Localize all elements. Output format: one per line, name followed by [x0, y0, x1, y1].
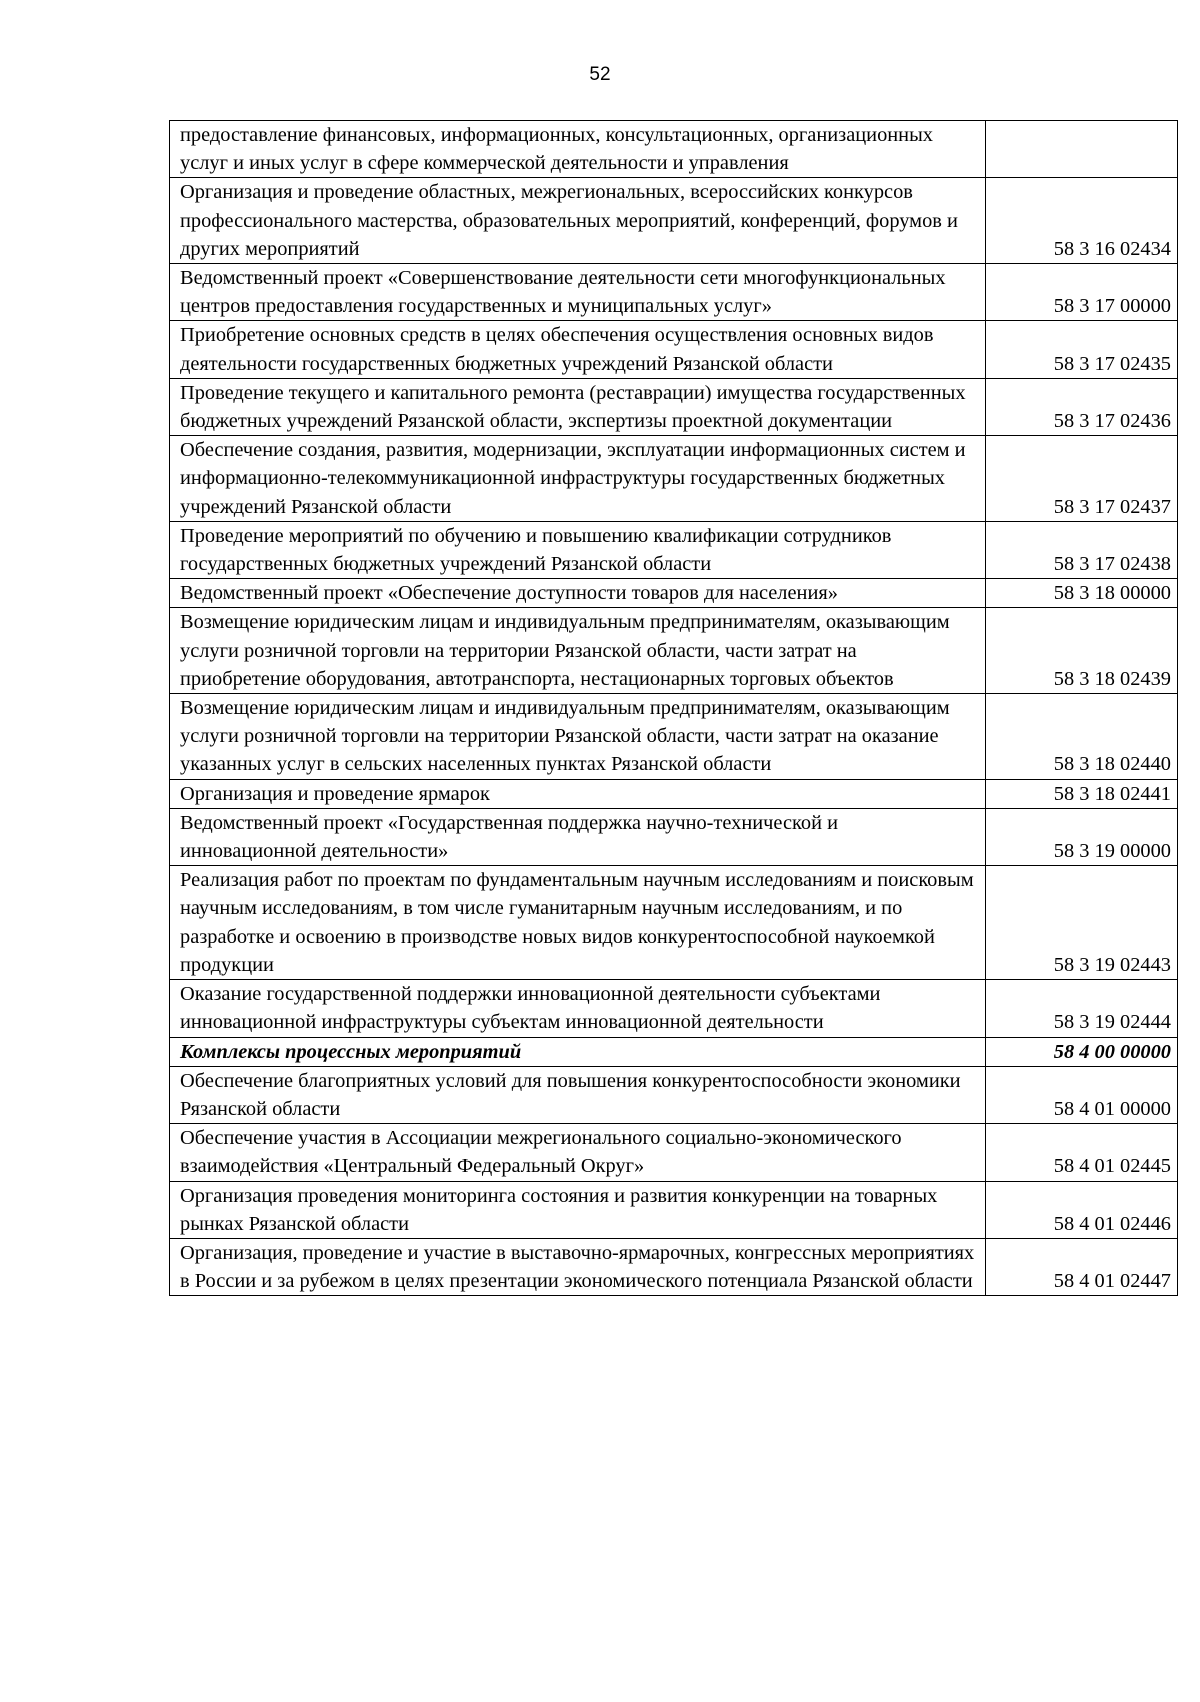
row-description: Обеспечение благоприятных условий для повышения конкурентоспособности экономики Рязанской области [170, 1066, 986, 1123]
table-row [170, 521, 1178, 578]
row-code: 58 4 00 00000 [986, 1037, 1178, 1066]
row-code: 58 3 17 02437 [986, 436, 1178, 522]
row-description: Проведение текущего и капитального ремонта (реставрации) имущества государственных бюджетных учреждений Рязанской области, экспертизы проектной документации [170, 378, 986, 435]
row-code: 58 3 18 02441 [986, 779, 1178, 808]
table-row [170, 264, 1178, 321]
row-description: Комплексы процессных мероприятий [170, 1037, 986, 1066]
table-row [170, 808, 1178, 865]
table-row [170, 378, 1178, 435]
row-code: 58 3 19 00000 [986, 808, 1178, 865]
row-description: Возмещение юридическим лицам и индивидуальным предпринимателям, оказывающим услуги розничной торговли на территории Рязанской области, части затрат на приобретение оборудования, автотранспорта, нестационарных торговых объектов [170, 608, 986, 694]
row-description: Оказание государственной поддержки инновационной деятельности субъектами инновационной инфраструктуры субъектам инновационной деятельности [170, 980, 986, 1037]
table-row [170, 779, 1178, 808]
table-row [170, 121, 1178, 178]
table-row [170, 1124, 1178, 1181]
table-row [170, 178, 1178, 264]
table-row [170, 694, 1178, 780]
row-description: Ведомственный проект «Государственная поддержка научно-технической и инновационной деятельности» [170, 808, 986, 865]
row-description: Ведомственный проект «Обеспечение доступности товаров для населения» [170, 579, 986, 608]
row-code: 58 3 18 00000 [986, 579, 1178, 608]
row-description: Обеспечение участия в Ассоциации межрегионального социально-экономического взаимодействия «Центральный Федеральный Округ» [170, 1124, 986, 1181]
row-description: Обеспечение создания, развития, модернизации, эксплуатации информационных систем и информационно-телекоммуникационной инфраструктуры государственных бюджетных учреждений Рязанской области [170, 436, 986, 522]
budget-classification-table [169, 120, 1178, 1296]
section-row [170, 1037, 1178, 1066]
row-description: Ведомственный проект «Совершенствование деятельности сети многофункциональных центров предоставления государственных и муниципальных услуг» [170, 264, 986, 321]
row-code: 58 3 17 02435 [986, 321, 1178, 378]
row-code: 58 3 19 02444 [986, 980, 1178, 1037]
row-code: 58 3 17 02436 [986, 378, 1178, 435]
table-row [170, 1181, 1178, 1238]
row-description: Приобретение основных средств в целях обеспечения осуществления основных видов деятельности государственных бюджетных учреждений Рязанской области [170, 321, 986, 378]
row-description: предоставление финансовых, информационных, консультационных, организационных услуг и иных услуг в сфере коммерческой деятельности и управления [170, 121, 986, 178]
table-row [170, 436, 1178, 522]
table-row [170, 866, 1178, 980]
row-code: 58 3 16 02434 [986, 178, 1178, 264]
row-code: 58 4 01 02446 [986, 1181, 1178, 1238]
table-row [170, 579, 1178, 608]
table-row [170, 608, 1178, 694]
table-body [170, 121, 1178, 1296]
row-code: 58 3 18 02440 [986, 694, 1178, 780]
row-code: 58 4 01 00000 [986, 1066, 1178, 1123]
row-description: Организация и проведение ярмарок [170, 779, 986, 808]
row-code: 58 3 17 02438 [986, 521, 1178, 578]
row-description: Возмещение юридическим лицам и индивидуальным предпринимателям, оказывающим услуги розничной торговли на территории Рязанской области, части затрат на оказание указанных услуг в сельских населенных пунктах Рязанской области [170, 694, 986, 780]
row-code [986, 121, 1178, 178]
row-description: Организация и проведение областных, межрегиональных, всероссийских конкурсов профессионального мастерства, образовательных мероприятий, конференций, форумов и других мероприятий [170, 178, 986, 264]
row-code: 58 3 19 02443 [986, 866, 1178, 980]
row-code: 58 3 18 02439 [986, 608, 1178, 694]
row-description: Проведение мероприятий по обучению и повышению квалификации сотрудников государственных бюджетных учреждений Рязанской области [170, 521, 986, 578]
table-row [170, 980, 1178, 1037]
table-row [170, 321, 1178, 378]
row-description: Организация, проведение и участие в выставочно-ярмарочных, конгрессных мероприятиях в России и за рубежом в целях презентации экономического потенциала Рязанской области [170, 1238, 986, 1295]
row-code: 58 4 01 02447 [986, 1238, 1178, 1295]
row-description: Организация проведения мониторинга состояния и развития конкуренции на товарных рынках Рязанской области [170, 1181, 986, 1238]
page-number: 52 [589, 64, 611, 85]
table-row [170, 1066, 1178, 1123]
row-code: 58 3 17 00000 [986, 264, 1178, 321]
row-description: Реализация работ по проектам по фундаментальным научным исследованиям и поисковым научным исследованиям, в том числе гуманитарным научным исследованиям, и по разработке и освоению в производстве новых видов конкурентоспособной наукоемкой продукции [170, 866, 986, 980]
row-code: 58 4 01 02445 [986, 1124, 1178, 1181]
table-row [170, 1238, 1178, 1295]
